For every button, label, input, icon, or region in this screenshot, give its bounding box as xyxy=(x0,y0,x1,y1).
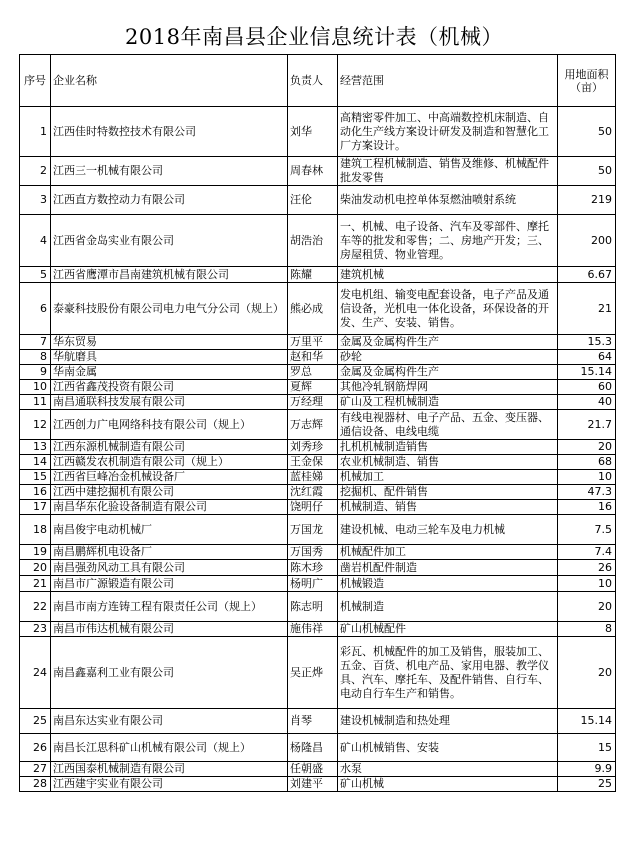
cell-num: 20 xyxy=(20,560,51,576)
cell-person: 万里平 xyxy=(288,335,338,350)
table-row xyxy=(20,410,616,440)
cell-person: 沈红霞 xyxy=(288,485,338,500)
cell-num: 17 xyxy=(20,500,51,515)
cell-scope: 扎机机械制造销售 xyxy=(338,440,558,455)
document-title: 2018年南昌县企业信息统计表（机械） xyxy=(125,25,503,49)
cell-num: 23 xyxy=(20,622,51,637)
cell-scope: 水泵 xyxy=(338,762,558,777)
cell-num: 13 xyxy=(20,440,51,455)
table-row xyxy=(20,380,616,395)
cell-num: 10 xyxy=(20,380,51,395)
cell-area: 9.9 xyxy=(558,762,616,777)
cell-person: 蓝桂娣 xyxy=(288,470,338,485)
cell-name: 江西佳时特数控技术有限公司 xyxy=(51,107,288,157)
table-row xyxy=(20,734,616,762)
cell-name: 南昌东达实业有限公司 xyxy=(51,709,288,734)
cell-area: 26 xyxy=(558,560,616,576)
cell-area: 21 xyxy=(558,283,616,335)
header-num: 序号 xyxy=(20,55,51,107)
cell-person: 刘建平 xyxy=(288,777,338,792)
table-row xyxy=(20,560,616,576)
cell-area: 219 xyxy=(558,186,616,215)
cell-scope: 矿山机械配件 xyxy=(338,622,558,637)
cell-name: 南昌俊宇电动机械厂 xyxy=(51,515,288,545)
table-row xyxy=(20,709,616,734)
cell-person: 万国龙 xyxy=(288,515,338,545)
table-row xyxy=(20,622,616,637)
table-row xyxy=(20,440,616,455)
cell-name: 华航磨具 xyxy=(51,350,288,365)
cell-area: 15.14 xyxy=(558,709,616,734)
cell-area: 20 xyxy=(558,592,616,622)
cell-person: 罗总 xyxy=(288,365,338,380)
cell-area: 15.14 xyxy=(558,365,616,380)
cell-area: 21.7 xyxy=(558,410,616,440)
cell-scope: 金属及金属构件生产 xyxy=(338,335,558,350)
cell-name: 江西赣发农机制造有限公司（规上） xyxy=(51,455,288,470)
table-row xyxy=(20,365,616,380)
cell-person: 刘秀珍 xyxy=(288,440,338,455)
cell-area: 60 xyxy=(558,380,616,395)
cell-person: 陈木珍 xyxy=(288,560,338,576)
table-row xyxy=(20,283,616,335)
cell-person: 周春林 xyxy=(288,157,338,186)
cell-num: 22 xyxy=(20,592,51,622)
table-row xyxy=(20,777,616,792)
cell-scope: 机械制造 xyxy=(338,592,558,622)
cell-name: 江西省金岛实业有限公司 xyxy=(51,215,288,267)
table-row xyxy=(20,107,616,157)
cell-scope: 矿山机械 xyxy=(338,777,558,792)
table-row xyxy=(20,350,616,365)
cell-area: 7.5 xyxy=(558,515,616,545)
cell-num: 24 xyxy=(20,637,51,709)
cell-area: 47.3 xyxy=(558,485,616,500)
cell-area: 16 xyxy=(558,500,616,515)
cell-name: 华东贸易 xyxy=(51,335,288,350)
cell-num: 18 xyxy=(20,515,51,545)
cell-person: 胡浩治 xyxy=(288,215,338,267)
cell-area: 6.67 xyxy=(558,267,616,283)
cell-num: 19 xyxy=(20,545,51,560)
cell-name: 江西建宇实业有限公司 xyxy=(51,777,288,792)
cell-area: 50 xyxy=(558,157,616,186)
cell-area: 8 xyxy=(558,622,616,637)
cell-num: 8 xyxy=(20,350,51,365)
table-row xyxy=(20,157,616,186)
cell-area: 15.3 xyxy=(558,335,616,350)
cell-name: 江西省鹰潭市昌南建筑机械有限公司 xyxy=(51,267,288,283)
table-row xyxy=(20,215,616,267)
cell-person: 赵和华 xyxy=(288,350,338,365)
cell-scope: 机械锻造 xyxy=(338,576,558,592)
table-row xyxy=(20,186,616,215)
cell-name: 南昌通联科技发展有限公司 xyxy=(51,395,288,410)
cell-scope: 机械制造、销售 xyxy=(338,500,558,515)
cell-scope: 挖掘机、配件销售 xyxy=(338,485,558,500)
cell-person: 万志辉 xyxy=(288,410,338,440)
cell-num: 12 xyxy=(20,410,51,440)
table-row xyxy=(20,637,616,709)
cell-area: 20 xyxy=(558,440,616,455)
cell-scope: 矿山及工程机械制造 xyxy=(338,395,558,410)
cell-person: 任朝盛 xyxy=(288,762,338,777)
table-row xyxy=(20,500,616,515)
cell-num: 2 xyxy=(20,157,51,186)
cell-name: 南昌华东化验设备制造有限公司 xyxy=(51,500,288,515)
cell-person: 夏辉 xyxy=(288,380,338,395)
cell-name: 南昌市伟达机械有限公司 xyxy=(51,622,288,637)
table-row xyxy=(20,485,616,500)
cell-name: 南昌强劲风动工具有限公司 xyxy=(51,560,288,576)
cell-num: 5 xyxy=(20,267,51,283)
cell-num: 21 xyxy=(20,576,51,592)
cell-person: 王金保 xyxy=(288,455,338,470)
cell-name: 江西三一机械有限公司 xyxy=(51,157,288,186)
cell-num: 15 xyxy=(20,470,51,485)
cell-name: 江西中建挖掘机有限公司 xyxy=(51,485,288,500)
cell-person: 杨明广 xyxy=(288,576,338,592)
cell-scope: 建筑机械 xyxy=(338,267,558,283)
table-row xyxy=(20,470,616,485)
cell-person: 刘华 xyxy=(288,107,338,157)
cell-area: 200 xyxy=(558,215,616,267)
table-row xyxy=(20,455,616,470)
cell-name: 南昌长江思科矿山机械有限公司（规上） xyxy=(51,734,288,762)
cell-num: 14 xyxy=(20,455,51,470)
cell-scope: 有线电视器材、电子产品、五金、变压器、通信设备、电线电缆 xyxy=(338,410,558,440)
cell-scope: 彩瓦、机械配件的加工及销售，服装加工、五金、百货、机电产品、家用电器、教学仪具、汽车、摩托车、及配件销售、自行车、电动自行车生产和销售。 xyxy=(338,637,558,709)
cell-name: 南昌市南方连铸工程有限责任公司（规上） xyxy=(51,592,288,622)
cell-area: 40 xyxy=(558,395,616,410)
cell-person: 陈耀 xyxy=(288,267,338,283)
cell-scope: 砂轮 xyxy=(338,350,558,365)
cell-num: 3 xyxy=(20,186,51,215)
cell-scope: 其他冷轧钢筋焊网 xyxy=(338,380,558,395)
cell-area: 10 xyxy=(558,470,616,485)
cell-person: 汪伦 xyxy=(288,186,338,215)
cell-name: 江西东源机械制造有限公司 xyxy=(51,440,288,455)
cell-name: 江西直方数控动力有限公司 xyxy=(51,186,288,215)
cell-scope: 农业机械制造、销售 xyxy=(338,455,558,470)
cell-scope: 金属及金属构件生产 xyxy=(338,365,558,380)
cell-scope: 一、机械、电子设备、汽车及零部件、摩托车等的批发和零售；二、房地产开发；三、房屋租赁、物业管理。 xyxy=(338,215,558,267)
cell-scope: 机械加工 xyxy=(338,470,558,485)
cell-num: 9 xyxy=(20,365,51,380)
cell-person: 肖琴 xyxy=(288,709,338,734)
cell-person: 熊必成 xyxy=(288,283,338,335)
cell-person: 施伟祥 xyxy=(288,622,338,637)
table-row xyxy=(20,592,616,622)
table-header-row xyxy=(20,55,616,107)
cell-area: 20 xyxy=(558,637,616,709)
cell-scope: 高精密零件加工、中高端数控机床制造、自动化生产线方案设计研发及制造和智慧化工厂方案设计。 xyxy=(338,107,558,157)
cell-num: 7 xyxy=(20,335,51,350)
cell-person: 杨隆昌 xyxy=(288,734,338,762)
table-body xyxy=(20,107,616,792)
table-row xyxy=(20,576,616,592)
cell-area: 68 xyxy=(558,455,616,470)
cell-name: 南昌鹏辉机电设备厂 xyxy=(51,545,288,560)
cell-name: 江西省巨峰冶金机械设备厂 xyxy=(51,470,288,485)
cell-num: 1 xyxy=(20,107,51,157)
cell-area: 25 xyxy=(558,777,616,792)
cell-name: 南昌鑫嘉利工业有限公司 xyxy=(51,637,288,709)
cell-num: 4 xyxy=(20,215,51,267)
cell-name: 江西省鑫茂投资有限公司 xyxy=(51,380,288,395)
cell-area: 50 xyxy=(558,107,616,157)
cell-name: 江西创力广电网络科技有限公司（规上） xyxy=(51,410,288,440)
cell-person: 万国秀 xyxy=(288,545,338,560)
header-area: 用地面积（亩） xyxy=(558,55,616,107)
enterprise-table xyxy=(19,54,616,792)
cell-num: 16 xyxy=(20,485,51,500)
cell-scope: 发电机组、输变电配套设备，电子产品及通信设备，光机电一体化设备，环保设备的开发、生产、安装、销售。 xyxy=(338,283,558,335)
cell-area: 10 xyxy=(558,576,616,592)
table-row xyxy=(20,515,616,545)
cell-scope: 建设机械制造和热处理 xyxy=(338,709,558,734)
cell-name: 泰豪科技股份有限公司电力电气分公司（规上） xyxy=(51,283,288,335)
cell-scope: 柴油发动机电控单体泵燃油喷射系统 xyxy=(338,186,558,215)
table-row xyxy=(20,395,616,410)
cell-name: 华南金属 xyxy=(51,365,288,380)
table-row xyxy=(20,335,616,350)
cell-area: 64 xyxy=(558,350,616,365)
cell-num: 27 xyxy=(20,762,51,777)
cell-num: 26 xyxy=(20,734,51,762)
cell-person: 饶明仔 xyxy=(288,500,338,515)
cell-person: 陈志明 xyxy=(288,592,338,622)
cell-num: 25 xyxy=(20,709,51,734)
header-name: 企业名称 xyxy=(51,55,288,107)
cell-scope: 建筑工程机械制造、销售及维修、机械配件批发零售 xyxy=(338,157,558,186)
cell-area: 15 xyxy=(558,734,616,762)
header-scope: 经营范围 xyxy=(338,55,558,107)
cell-num: 28 xyxy=(20,777,51,792)
table-row xyxy=(20,267,616,283)
cell-area: 7.4 xyxy=(558,545,616,560)
header-person: 负责人 xyxy=(288,55,338,107)
cell-scope: 矿山机械销售、安装 xyxy=(338,734,558,762)
cell-person: 吴正烨 xyxy=(288,637,338,709)
cell-scope: 凿岩机配件制造 xyxy=(338,560,558,576)
cell-name: 江西国泰机械制造有限公司 xyxy=(51,762,288,777)
cell-person: 万经理 xyxy=(288,395,338,410)
cell-scope: 建设机械、电动三轮车及电力机械 xyxy=(338,515,558,545)
table-row xyxy=(20,545,616,560)
cell-name: 南昌市广源锻造有限公司 xyxy=(51,576,288,592)
cell-num: 6 xyxy=(20,283,51,335)
cell-num: 11 xyxy=(20,395,51,410)
table-row xyxy=(20,762,616,777)
cell-scope: 机械配件加工 xyxy=(338,545,558,560)
